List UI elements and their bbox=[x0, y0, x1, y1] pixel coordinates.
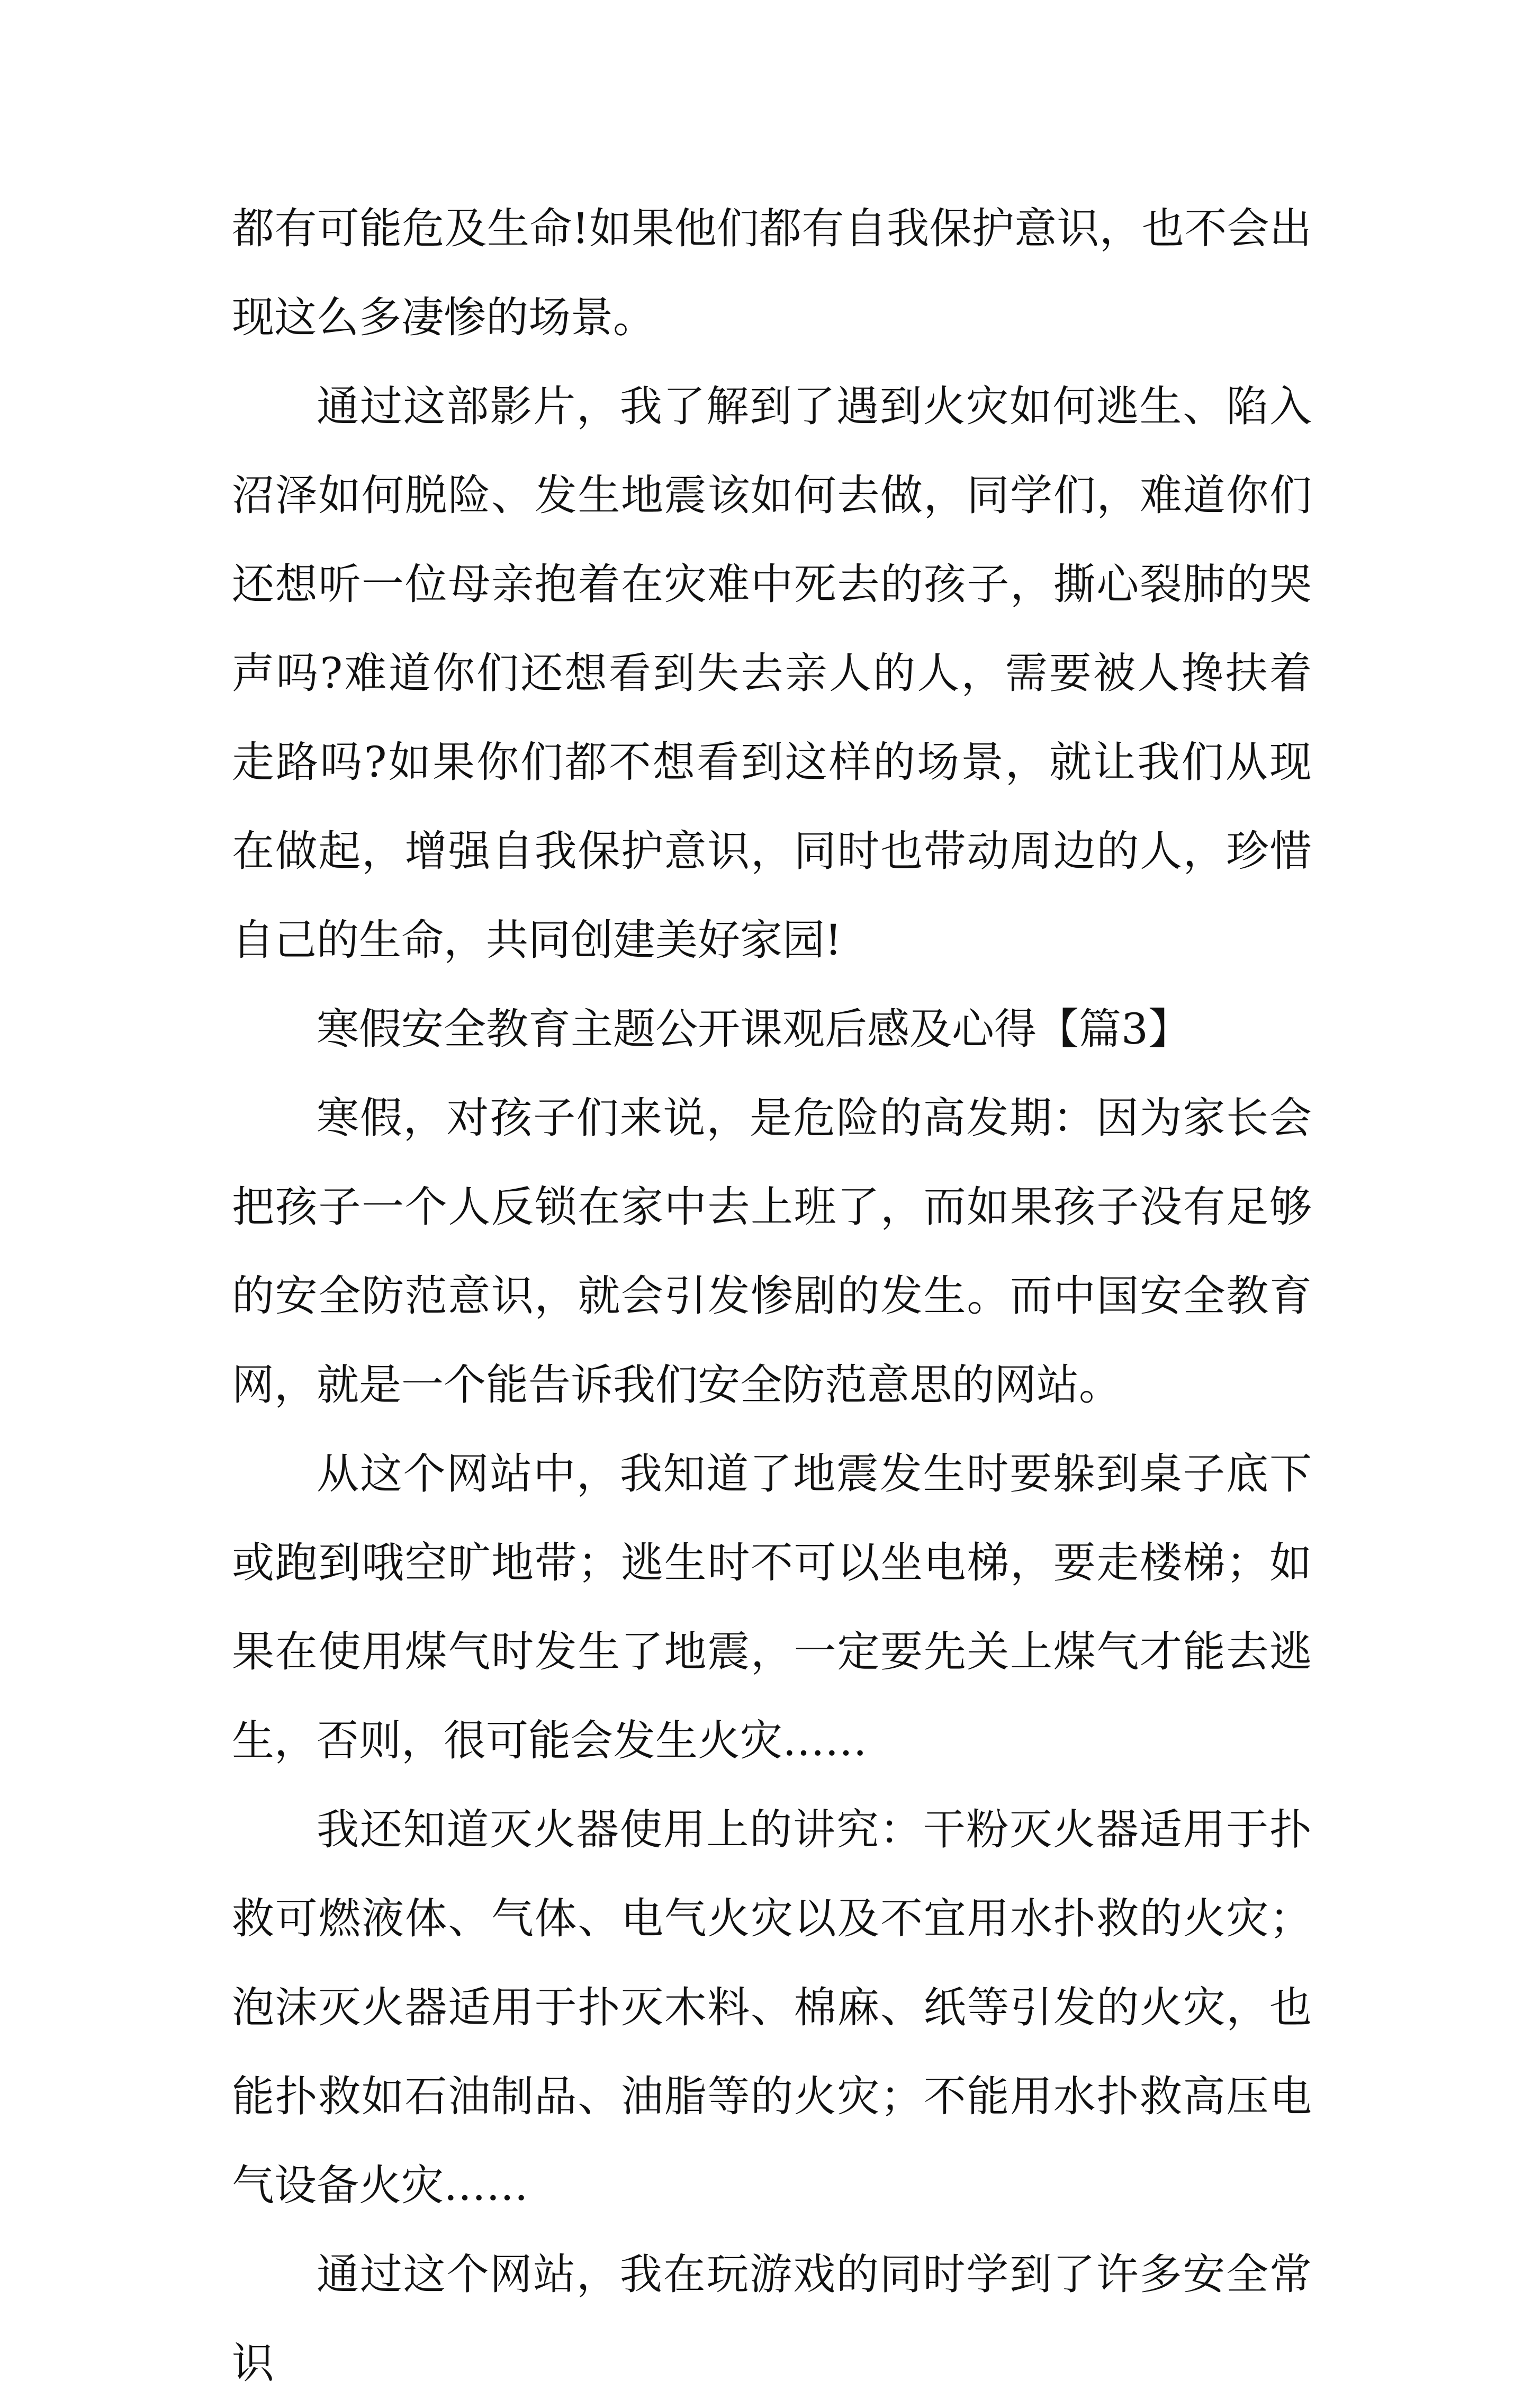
document-body bbox=[232, 184, 1312, 2408]
paragraph-5: 我还知道灭火器使用上的讲究：干粉灭火器适用于扑救可燃液体、气体、电气火灾以及不宜用水扑救的火灾；泡沫灭火器适用于扑灭木料、棉麻、纸等引发的火灾，也能扑救如石油制品、油脂等的火灾；不能用水扑救高压电气设备火灾…… bbox=[232, 1805, 1312, 2210]
paragraph-6: 通过这个网站，我在玩游戏的同时学到了许多安全常识 bbox=[232, 2250, 1312, 2388]
section-heading: 寒假安全教育主题公开课观后感及心得【篇3】 bbox=[317, 1004, 1191, 1054]
paragraph-4: 从这个网站中，我知道了地震发生时要躲到桌子底下或跑到哦空旷地带；逃生时不可以坐电梯，要走楼梯；如果在使用煤气时发生了地震，一定要先关上煤气才能去逃生，否则，很可能会发生火灾…… bbox=[232, 1449, 1312, 1765]
paragraph-2: 通过这部影片，我了解到了遇到火灾如何逃生、陷入沼泽如何脱险、发生地震该如何去做，同学们，难道你们还想听一位母亲抱着在灾难中死去的孩子，撕心裂肺的哭声吗?难道你们还想看到失去亲人的人，需要被人搀扶着走路吗?如果你们都不想看到这样的场景，就让我们从现在做起，增强自我保护意识，同时也带动周边的人，珍惜自己的生命，共同创建美好家园! bbox=[232, 382, 1312, 965]
paragraph-1: 都有可能危及生命!如果他们都有自我保护意识，也不会出现这么多凄惨的场景。 bbox=[232, 204, 1312, 342]
paragraph-3: 寒假，对孩子们来说，是危险的高发期：因为家长会把孩子一个人反锁在家中去上班了，而如果孩子没有足够的安全防范意识，就会引发惨剧的发生。而中国安全教育网，就是一个能告诉我们安全防范意思的网站。 bbox=[232, 1093, 1312, 1409]
